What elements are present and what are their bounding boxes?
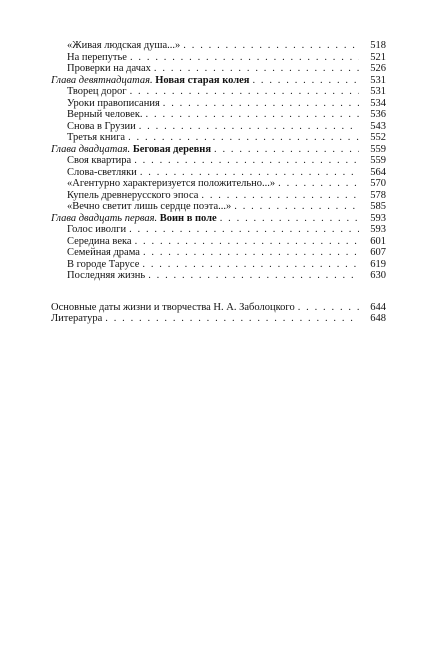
page-number: 564 [370, 166, 386, 178]
toc-entry [51, 167, 386, 179]
chapter-title: Беговая деревня [132, 143, 212, 155]
dot-leader [134, 155, 359, 167]
dot-leader [234, 201, 359, 213]
toc-entry-title: Литература [51, 313, 103, 324]
toc-entry-title: Семейная драма [67, 247, 140, 258]
toc-entry-title: Последняя жизнь [67, 270, 146, 281]
toc-entry-title: Своя квартира [67, 155, 132, 166]
page-number: 644 [370, 301, 386, 313]
toc-chapter [51, 144, 386, 156]
toc-entry-title: Третья книга [67, 132, 126, 143]
dot-leader [214, 144, 359, 156]
chapter-number: Глава девятнадцатая. [51, 74, 153, 86]
dot-leader [129, 224, 359, 236]
toc-entry [51, 224, 386, 236]
toc-entry-title: Середина века [67, 235, 132, 247]
dot-leader [146, 109, 359, 121]
toc-entry [51, 270, 386, 282]
page-number: 593 [370, 224, 386, 235]
page-number: 521 [370, 51, 386, 63]
dot-leader [128, 132, 359, 144]
dot-leader [201, 190, 359, 202]
dot-leader [154, 63, 359, 75]
page-number: 526 [370, 63, 386, 74]
toc-entry-title: Купель древнерусского эпоса [67, 189, 199, 201]
toc-entry-title: На перепутье [67, 51, 127, 63]
dot-leader [130, 86, 359, 98]
page-number: 570 [370, 178, 386, 189]
page-number: 559 [370, 143, 386, 155]
chapter-number: Глава двадцатая. [51, 143, 131, 155]
toc-entry-title [51, 75, 249, 87]
toc-entry [51, 132, 386, 144]
toc-entry [51, 98, 386, 110]
page-number: 543 [370, 120, 386, 132]
page-number: 578 [370, 189, 386, 201]
page-number: 630 [370, 270, 386, 281]
toc-entry-title: Основные даты жизни и творчества Н. А. Заболоцкого [51, 301, 295, 313]
dot-leader [130, 52, 359, 64]
toc-entry [51, 155, 386, 167]
toc-entry-title: Верный человек. [67, 109, 143, 120]
toc-appendix [51, 313, 386, 325]
toc-entry-title: Слова-светляки [67, 166, 137, 178]
toc-chapter [51, 75, 386, 87]
page-number: 607 [370, 247, 386, 258]
page-number: 601 [370, 235, 386, 247]
toc-entry [51, 121, 386, 133]
dot-leader [252, 75, 359, 87]
toc-entry-title: Уроки правописания [67, 97, 160, 109]
page-number: 552 [370, 132, 386, 143]
dot-leader [142, 259, 359, 271]
toc-entry-title: «Агентурно характеризуется положительно...» [67, 178, 276, 189]
dot-leader [139, 121, 359, 133]
toc-entry-title: В городе Тарусе [67, 258, 140, 270]
toc-entry-title: Творец дорог [67, 86, 127, 97]
page-number: 536 [370, 109, 386, 120]
toc-entry-title: «Вечно светит лишь сердце поэта...» [67, 201, 232, 212]
toc-entry [51, 236, 386, 248]
toc-entry [51, 86, 386, 98]
dot-leader [163, 98, 359, 110]
dot-leader [135, 236, 359, 248]
toc-entry [51, 40, 386, 52]
dot-leader [298, 302, 359, 314]
dot-leader [220, 213, 359, 225]
dot-leader [183, 40, 359, 52]
chapter-number: Глава двадцать первая. [51, 212, 158, 224]
page-number: 531 [370, 86, 386, 97]
page-number: 619 [370, 258, 386, 270]
toc-entry-title: Снова в Грузии [67, 120, 136, 132]
toc-entry [51, 201, 386, 213]
toc-entry [51, 52, 386, 64]
toc-entry [51, 109, 386, 121]
chapter-title: Новая старая колея [155, 74, 250, 86]
toc-entry-title [51, 144, 211, 156]
toc-entry-title: Проверки на дачах [67, 63, 151, 74]
chapter-title: Воин в поле [159, 212, 217, 224]
page-number: 534 [370, 97, 386, 109]
dot-leader [148, 270, 359, 282]
toc-entry [51, 190, 386, 202]
page-number: 559 [370, 155, 386, 166]
toc-entry [51, 178, 386, 190]
toc-entry [51, 247, 386, 259]
page-number: 531 [370, 74, 386, 86]
toc-entry-title: «Живая людская душа...» [67, 40, 181, 51]
toc-entry [51, 63, 386, 75]
dot-leader [140, 167, 359, 179]
page-number: 593 [370, 212, 386, 224]
dot-leader [143, 247, 359, 259]
page-number: 518 [370, 40, 386, 51]
dot-leader [278, 178, 359, 190]
dot-leader [105, 313, 359, 325]
page-number: 585 [370, 201, 386, 212]
page-number: 648 [370, 313, 386, 324]
toc-chapter [51, 213, 386, 225]
toc-appendix [51, 302, 386, 314]
toc-entry-title [51, 213, 217, 225]
toc-entry [51, 259, 386, 271]
table-of-contents [51, 40, 386, 325]
toc-entry-title: Голос иволги [67, 224, 127, 235]
